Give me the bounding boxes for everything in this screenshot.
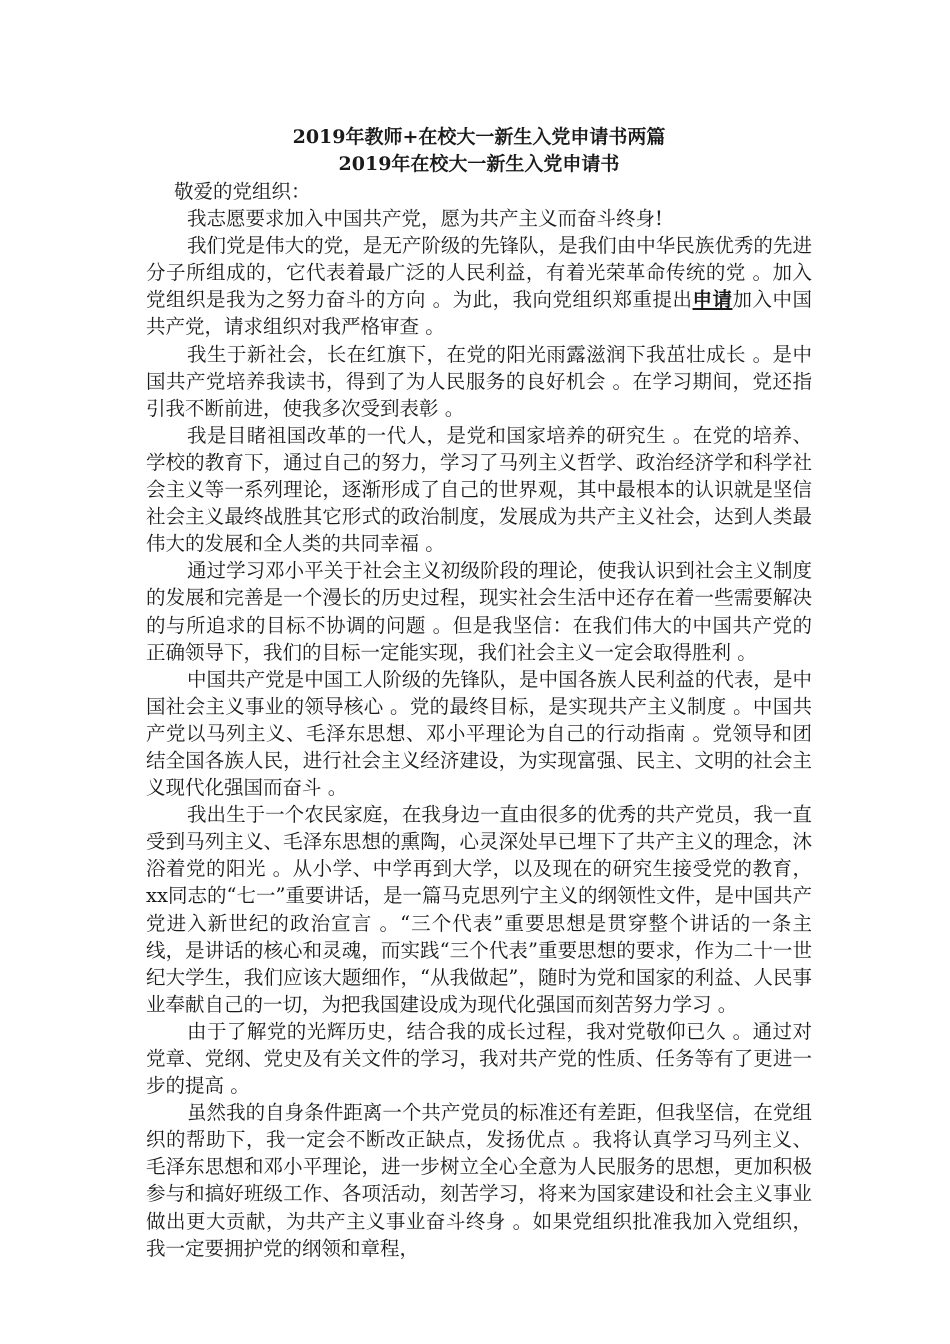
- paragraph-4: 我是目睹祖国改革的一代人，是党和国家培养的研究生 。在党的培养、学校的教育下，通过自己的努力，学习了马列主义哲学、政治经济学和科学社会主义等一系列理论，逐渐形成了自己的世界观，其中最根本的认识就是坚信社会主义最终战胜其它形式的政治制度，发展成为共产主义社会，达到人类最伟大的发展和全人类的共同幸福 。: [146, 423, 812, 556]
- paragraph-6: 中国共产党是中国工人阶级的先锋队，是中国各族人民利益的代表，是中国社会主义事业的领导核心 。党的最终目标，是实现共产主义制度 。中国共产党以马列主义、毛泽东思想、邓小平理论为自己的行动指南 。党领导和团结全国各族人民，进行社会主义经济建设，为实现富强、民主、文明的社会主义现代化强国而奋斗 。: [146, 667, 812, 800]
- paragraph-2-text-before: 我们党是伟大的党，是无产阶级的先锋队，是我们由中华民族优秀的先进分子所组成的，它代表着最广泛的人民利益，有着光荣革命传统的党 。加入党组织是我为之努力奋斗的方向 。为此，我向党组织郑重提出: [146, 234, 812, 312]
- application-link[interactable]: 申请: [692, 288, 733, 312]
- document-title-line1: 2019年教师+在校大一新生入党申请书两篇: [292, 126, 666, 148]
- paragraph-9: 虽然我的自身条件距离一个共产党员的标准还有差距，但我坚信，在党组织的帮助下，我一定会不断改正缺点，发扬优点 。我将认真学习马列主义、毛泽东思想和邓小平理论，进一步树立全心全意为人民服务的思想，更加积极参与和搞好班级工作、各项活动，刻苦学习，将来为国家建设和社会主义事业做出更大贡献，为共产主义事业奋斗终身 。如果党组织批准我加入党组织，我一定要拥护党的纲领和章程，: [146, 1101, 812, 1260]
- salutation: 敬爱的党组织：: [174, 180, 311, 203]
- document-title-line2: 2019年在校大一新生入党申请书: [338, 153, 620, 175]
- document-body: [146, 124, 812, 1262]
- paragraph-5: 通过学习邓小平关于社会主义初级阶段的理论，使我认识到社会主义制度的发展和完善是一个漫长的历史过程，现实社会生活中还存在着一些需要解决的与所追求的目标不协调的问题 。但是我坚信：在我们伟大的中国共产党的正确领导下，我们的目标一定能实现，我们社会主义一定会取得胜利 。: [146, 559, 812, 664]
- paragraph-2-text-after: 加入中国共产党，请求组织对我严格审查 。: [146, 288, 812, 339]
- paragraph-3: 我生于新社会，长在红旗下，在党的阳光雨露滋润下我茁壮成长 。是中国共产党培养我读书，得到了为人民服务的良好机会 。在学习期间，党还指引我不断前进，使我多次受到表彰 。: [146, 342, 812, 420]
- paragraph-2: [146, 232, 812, 340]
- paragraph-1: 我志愿要求加入中国共产党，愿为共产主义而奋斗终身!: [187, 207, 663, 231]
- paragraph-8: 由于了解党的光辉历史，结合我的成长过程，我对党敬仰已久 。通过对党章、党纲、党史及有关文件的学习，我对共产党的性质、任务等有了更进一步的提高 。: [146, 1019, 812, 1098]
- paragraph-7: 我出生于一个农民家庭，在我身边一直由很多的优秀的共产党员，我一直受到马列主义、毛泽东思想的熏陶，心灵深处早已埋下了共产主义的理念，沐浴着党的阳光 。从小学、中学再到大学，以及现在的研究生接受党的教育，xx同志的“七一”重要讲话，是一篇马克思列宁主义的纲领性文件，是中国共产党进入新世纪的政治宣言 。“三个代表”重要思想是贯穿整个讲话的一条主线，是讲话的核心和灵魂，而实践“三个代表”重要思想的要求，作为二十一世纪大学生，我们应该大题细作，“从我做起”，随时为党和国家的利益、人民事业奉献自己的一切，为把我国建设成为现代化强国而刻苦努力学习 。: [146, 803, 812, 1016]
